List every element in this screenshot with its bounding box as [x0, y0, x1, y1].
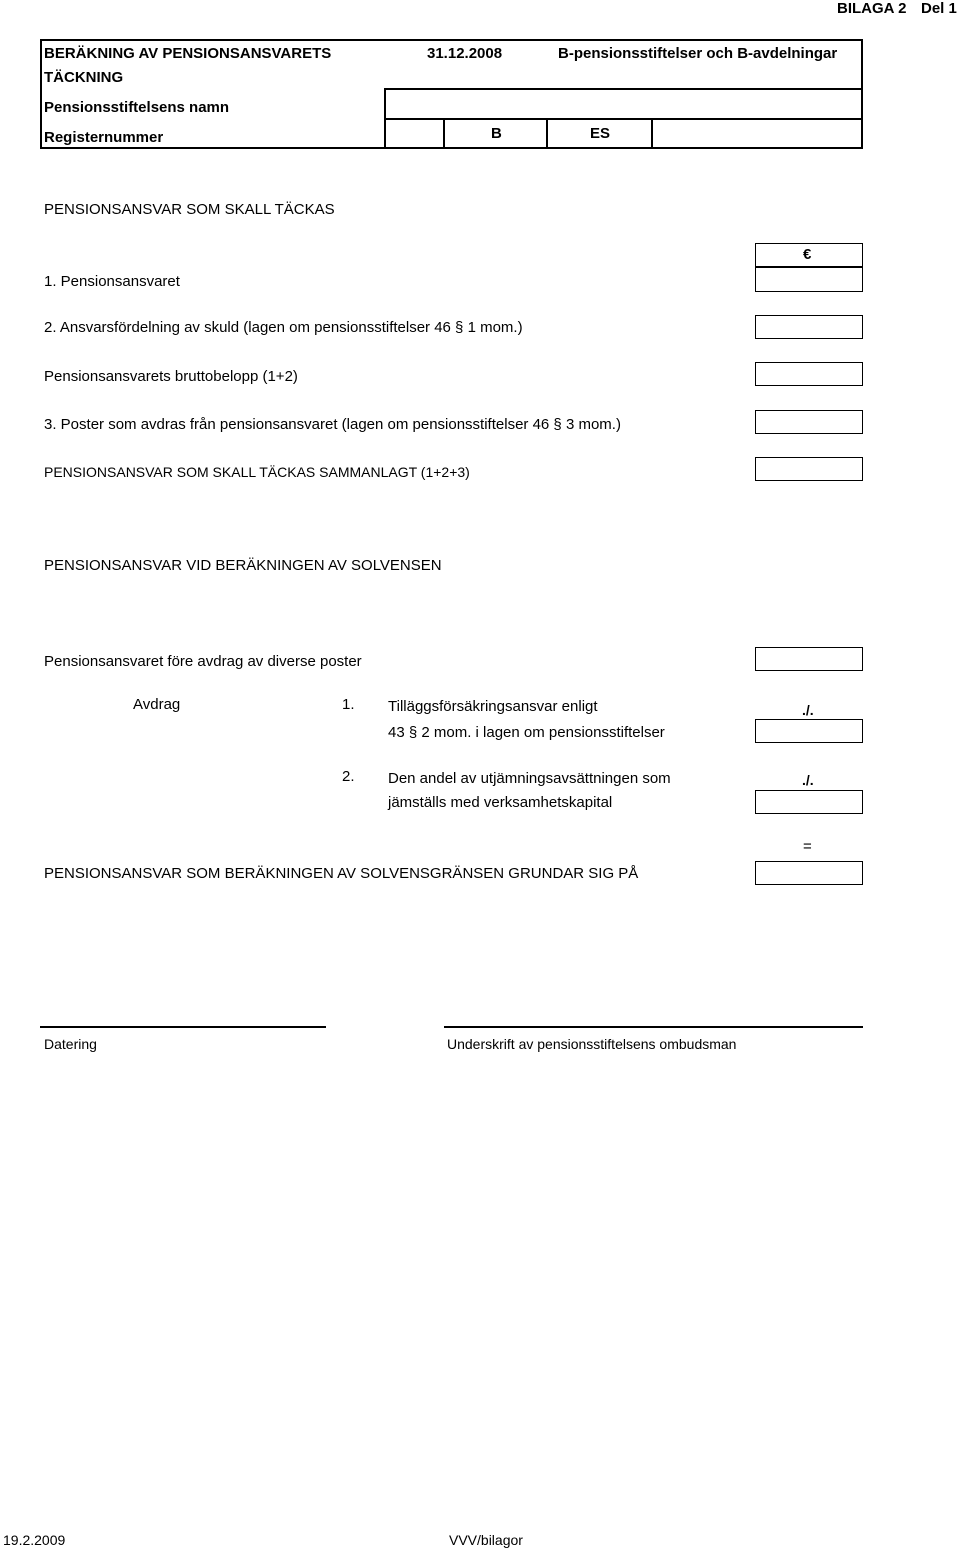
minus-sign: ./. — [802, 772, 814, 788]
register-number-label: Registernummer — [44, 129, 164, 146]
ombudsman-signature-line[interactable] — [444, 1026, 863, 1028]
solvency-basis-field[interactable] — [755, 861, 863, 885]
deduction-item-label: Den andel av utjämningsavsättningen som — [388, 770, 671, 787]
form-category: B-pensionsstiftelser och B-avdelningar — [558, 45, 838, 62]
deduction-item-label: Tilläggsförsäkringsansvar enligt — [388, 698, 598, 715]
register-prefix-b: B — [491, 125, 502, 142]
row-label-pension-liability: 1. Pensionsansvaret — [44, 273, 180, 290]
form-date: 31.12.2008 — [427, 45, 503, 62]
foundation-name-label: Pensionsstiftelsens namn — [44, 99, 230, 116]
footer-reference: VVV/bilagor — [449, 1532, 523, 1548]
foundation-name-field[interactable] — [390, 94, 856, 114]
deduction-item-label-line2: jämställs med verksamhetskapital — [388, 794, 613, 811]
deduction-item-number: 1. — [342, 696, 355, 713]
supplementary-insurance-field[interactable] — [755, 719, 863, 743]
row-label-deductions: 3. Poster som avdras från pensionsansvaret (lagen om pensionsstiftelser 46 § 3 mom.) — [44, 416, 621, 433]
date-signature-line[interactable] — [40, 1026, 326, 1028]
form-title-line2: TÄCKNING — [44, 69, 124, 86]
row-label-solvency-basis: PENSIONSANSVAR SOM BERÄKNINGEN AV SOLVENSGRÄNSEN GRUNDAR SIG PÅ — [44, 865, 639, 882]
part-label: Del 1 — [921, 0, 957, 17]
debt-allocation-field[interactable] — [755, 315, 863, 339]
row-label-total-to-be-covered: PENSIONSANSVAR SOM SKALL TÄCKAS SAMMANLAGT (1+2+3) — [44, 464, 470, 480]
date-line-label: Datering — [44, 1036, 97, 1052]
row-label-gross-amount: Pensionsansvarets bruttobelopp (1+2) — [44, 368, 298, 385]
row-label-debt-allocation: 2. Ansvarsfördelning av skuld (lagen om pensionsstiftelser 46 § 1 mom.) — [44, 319, 523, 336]
footer-date: 19.2.2009 — [3, 1532, 66, 1548]
register-number-field[interactable] — [657, 124, 857, 144]
euro-currency-label: € — [803, 246, 812, 263]
section-title-to-be-covered: PENSIONSANSVAR SOM SKALL TÄCKAS — [44, 201, 335, 218]
appendix-label: BILAGA 2 — [837, 0, 907, 17]
deduction-item-number: 2. — [342, 768, 355, 785]
register-prefix-es: ES — [590, 125, 611, 142]
pension-liability-field[interactable] — [759, 270, 859, 288]
signature-line-label: Underskrift av pensionsstiftelsens ombudsman — [447, 1036, 737, 1052]
deduction-item-label-line2: 43 § 2 mom. i lagen om pensionsstiftelser — [388, 724, 665, 741]
deductions-field[interactable] — [755, 410, 863, 434]
form-title: BERÄKNING AV PENSIONSANSVARETS — [44, 45, 332, 62]
section-title-solvency: PENSIONSANSVAR VID BERÄKNINGEN AV SOLVENSEN — [44, 557, 442, 574]
equalisation-reserve-field[interactable] — [755, 790, 863, 814]
equals-sign: = — [803, 838, 812, 855]
deductions-heading: Avdrag — [133, 696, 181, 713]
before-deductions-field[interactable] — [755, 647, 863, 671]
total-to-be-covered-field[interactable] — [755, 457, 863, 481]
minus-sign: ./. — [802, 702, 814, 718]
gross-amount-field[interactable] — [755, 362, 863, 386]
row-label-before-deductions: Pensionsansvaret före avdrag av diverse poster — [44, 653, 362, 670]
